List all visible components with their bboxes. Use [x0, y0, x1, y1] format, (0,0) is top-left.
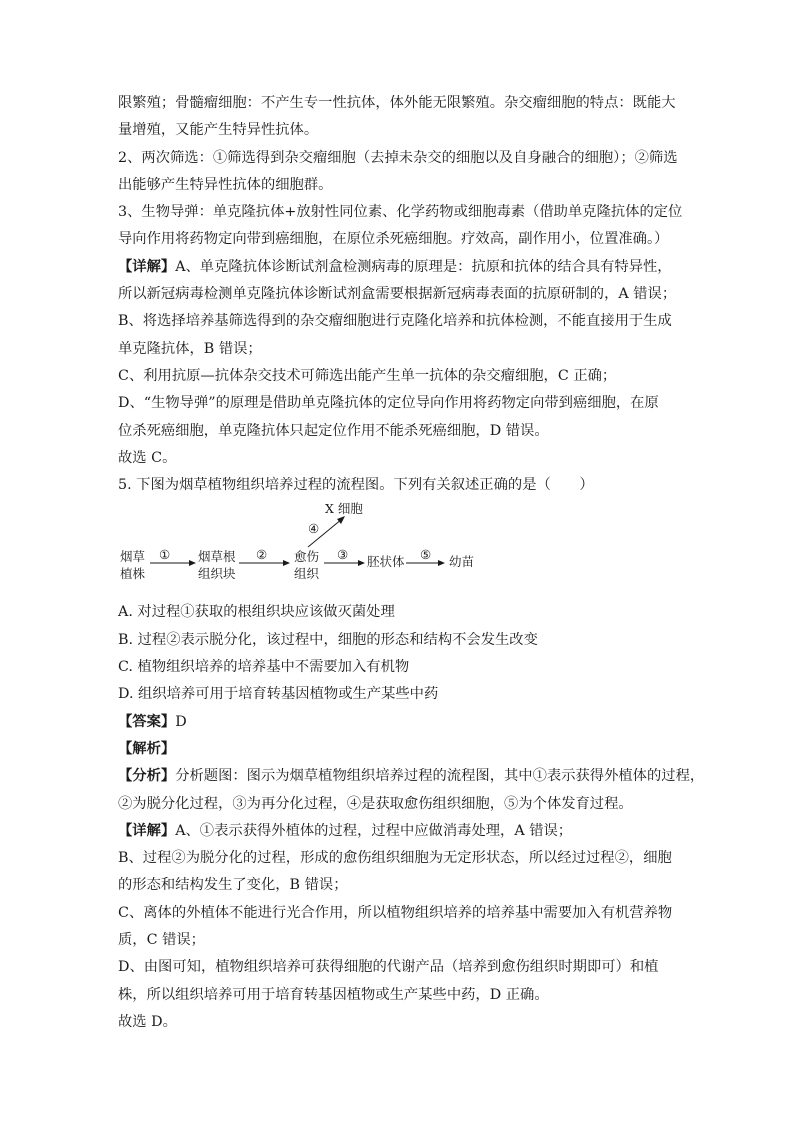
- analysis-heading: 【解析】: [118, 740, 176, 757]
- detail-text: A、单克隆抗体诊断试剂盒检测病毒的原理是：抗原和抗体的结合具有特异性，: [175, 258, 672, 275]
- text-line: 单克隆抗体，B 错误；: [118, 340, 262, 357]
- text-line: 质，C 错误；: [118, 932, 205, 949]
- option-a: A. 对过程①获取的根组织块应该做灭菌处理: [118, 604, 395, 621]
- text-line: 限繁殖；骨髓瘤细胞：不产生专一性抗体，体外能无限繁殖。杂交瘤细胞的特点：既能大: [118, 95, 676, 111]
- arrowhead-2: [283, 560, 290, 566]
- node-callus-l2: 组织: [294, 566, 320, 582]
- node-embryoid: 胚状体: [367, 554, 405, 570]
- text-line: C、利用抗原—抗体杂交技术可筛选出能产生单一抗体的杂交瘤细胞，C 正确；: [118, 367, 617, 384]
- detail-text: A、①表示获得外植体的过程，过程中应做消毒处理，A 错误；: [175, 822, 573, 839]
- text-line: C、离体的外植体不能进行光合作用，所以植物组织培养的培养基中需要加入有机营养物: [118, 904, 673, 921]
- text-line: 出能够产生特异性抗体的细胞群。: [118, 176, 333, 193]
- text-line: B、将选择培养基筛选得到的杂交瘤细胞进行克隆化培养和抗体检测，不能直接用于生成: [118, 313, 672, 330]
- option-b: B. 过程②表示脱分化，该过程中，细胞的形态和结构不会发生改变: [118, 631, 538, 648]
- text-line: 故选 D。: [118, 1013, 177, 1030]
- analysis-line: [118, 763, 705, 790]
- node-tobacco-plant-l2: 植株: [120, 566, 146, 582]
- arrowhead-5: [438, 560, 445, 566]
- flow-diagram-svg: [118, 499, 688, 599]
- arrowhead-3: [358, 560, 365, 566]
- text-line: D、由图可知，植物组织培养可获得细胞的代谢产品（培养到愈伤组织时期即可）和植: [118, 959, 659, 976]
- question-stem: 5. 下图为烟草植物组织培养过程的流程图。下列有关叙述正确的是（ ）: [118, 477, 594, 494]
- arrowhead-1: [189, 560, 196, 566]
- text-line: B、过程②为脱分化的过程，形成的愈伤组织细胞为无定形状态，所以经过过程②，细胞: [118, 850, 672, 867]
- analysis-tag: 【分析】: [118, 768, 176, 785]
- detail-tag: 【详解】: [118, 258, 176, 275]
- answer-tag: 【答案】: [118, 713, 176, 730]
- option-d: D. 组织培养可用于培育转基因植物或生产某些中药: [118, 686, 439, 703]
- step-5-label: ⑤: [420, 547, 432, 563]
- node-seedling: 幼苗: [449, 554, 475, 570]
- text-line: 所以新冠病毒检测单克隆抗体诊断试剂盒需要根据新冠病毒表面的抗原研制的，A 错误；: [118, 286, 677, 303]
- detail-line: [118, 818, 688, 845]
- step-2-label: ②: [256, 547, 268, 563]
- node-root-tissue-l2: 组织块: [198, 566, 236, 582]
- document-content: [118, 90, 705, 1036]
- step-4-label: ④: [308, 521, 320, 537]
- flow-diagram: [118, 499, 688, 599]
- analysis-text: 分析题图：图示为烟草植物组织培养过程的流程图，其中①表示获得外植体的过程，: [175, 768, 705, 785]
- text-line: 株，所以组织培养可用于培育转基因植物或生产某些中药，D 正确。: [118, 986, 549, 1003]
- text-line: 2、两次筛选：①筛选得到杂交瘤细胞（去掉未杂交的细胞以及自身融合的细胞）；②筛选: [118, 149, 678, 166]
- text-line: 故选 C。: [118, 449, 177, 466]
- step-1-label: ①: [159, 547, 171, 563]
- detail-tag: 【详解】: [118, 822, 176, 839]
- answer-value: D: [175, 713, 187, 730]
- detail-line: [118, 254, 688, 281]
- text-line: D、“生物导弹”的原理是借助单克隆抗体的定位导向作用将药物定向带到癌细胞，在原: [118, 395, 659, 412]
- node-root-tissue-l1: 烟草根: [198, 549, 236, 565]
- text-line: 量增殖，又能产生特异性抗体。: [118, 122, 319, 139]
- text-line: 位杀死癌细胞，单克隆抗体只起定位作用不能杀死癌细胞，D 错误。: [118, 422, 549, 439]
- step-3-label: ③: [337, 547, 349, 563]
- arrowhead-4: [337, 516, 345, 524]
- text-line: 3、生物导弹：单克隆抗体+放射性同位素、化学药物或细胞毒素（借助单克隆抗体的定位: [118, 204, 683, 221]
- text-line: 导向作用将药物定向带到癌细胞，在原位杀死癌细胞。疗效高，副作用小，位置准确。）: [118, 231, 669, 248]
- option-c: C. 植物组织培养的培养基中不需要加入有机物: [118, 659, 410, 676]
- node-x-cell: X 细胞: [325, 501, 363, 517]
- text-line: 的形态和结构发生了变化，B 错误；: [118, 877, 348, 894]
- text-line: ②为脱分化过程，③为再分化过程，④是获取愈伤组织细胞，⑤为个体发育过程。: [118, 795, 633, 812]
- answer-line: [118, 709, 688, 736]
- node-callus-l1: 愈伤: [294, 549, 320, 565]
- node-tobacco-plant-l1: 烟草: [120, 549, 146, 565]
